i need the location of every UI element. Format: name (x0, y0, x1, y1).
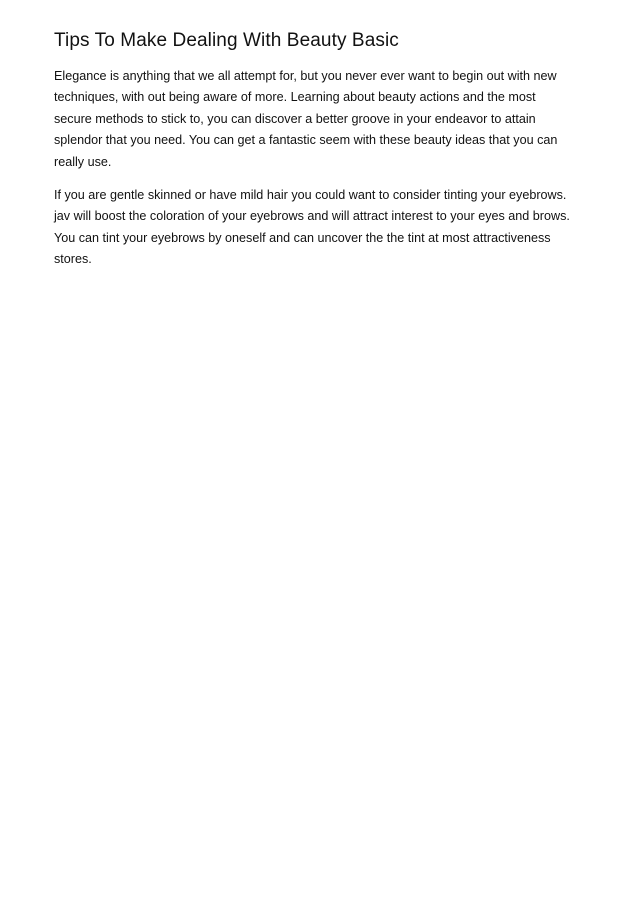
paragraph-line: really use. (54, 154, 112, 169)
paragraph-line: You can tint your eyebrows by oneself and can uncover the the tint at most attractiveness (54, 230, 551, 245)
document-title: Tips To Make Dealing With Beauty Basic (54, 30, 399, 51)
paragraph-line: splendor that you need. You can get a fantastic seem with these beauty ideas that you can (54, 133, 558, 148)
paragraph-line: stores. (54, 252, 92, 267)
paragraph-line: secure methods to stick to, you can discover a better groove in your endeavor to attain (54, 111, 536, 126)
paragraph-line: If you are gentle skinned or have mild hair you could want to consider tinting your eyebrows. (54, 188, 567, 203)
document-content (54, 28, 594, 283)
paragraph-line: Elegance is anything that we all attempt for, but you never ever want to begin out with new (54, 69, 557, 83)
paragraph-2 (54, 185, 594, 271)
paragraph-line: jav will boost the coloration of your eyebrows and will attract interest to your eyes and brows. (54, 209, 570, 224)
paragraph-1 (54, 66, 594, 173)
paragraph-line: techniques, with out being aware of more. Learning about beauty actions and the most (54, 90, 536, 105)
